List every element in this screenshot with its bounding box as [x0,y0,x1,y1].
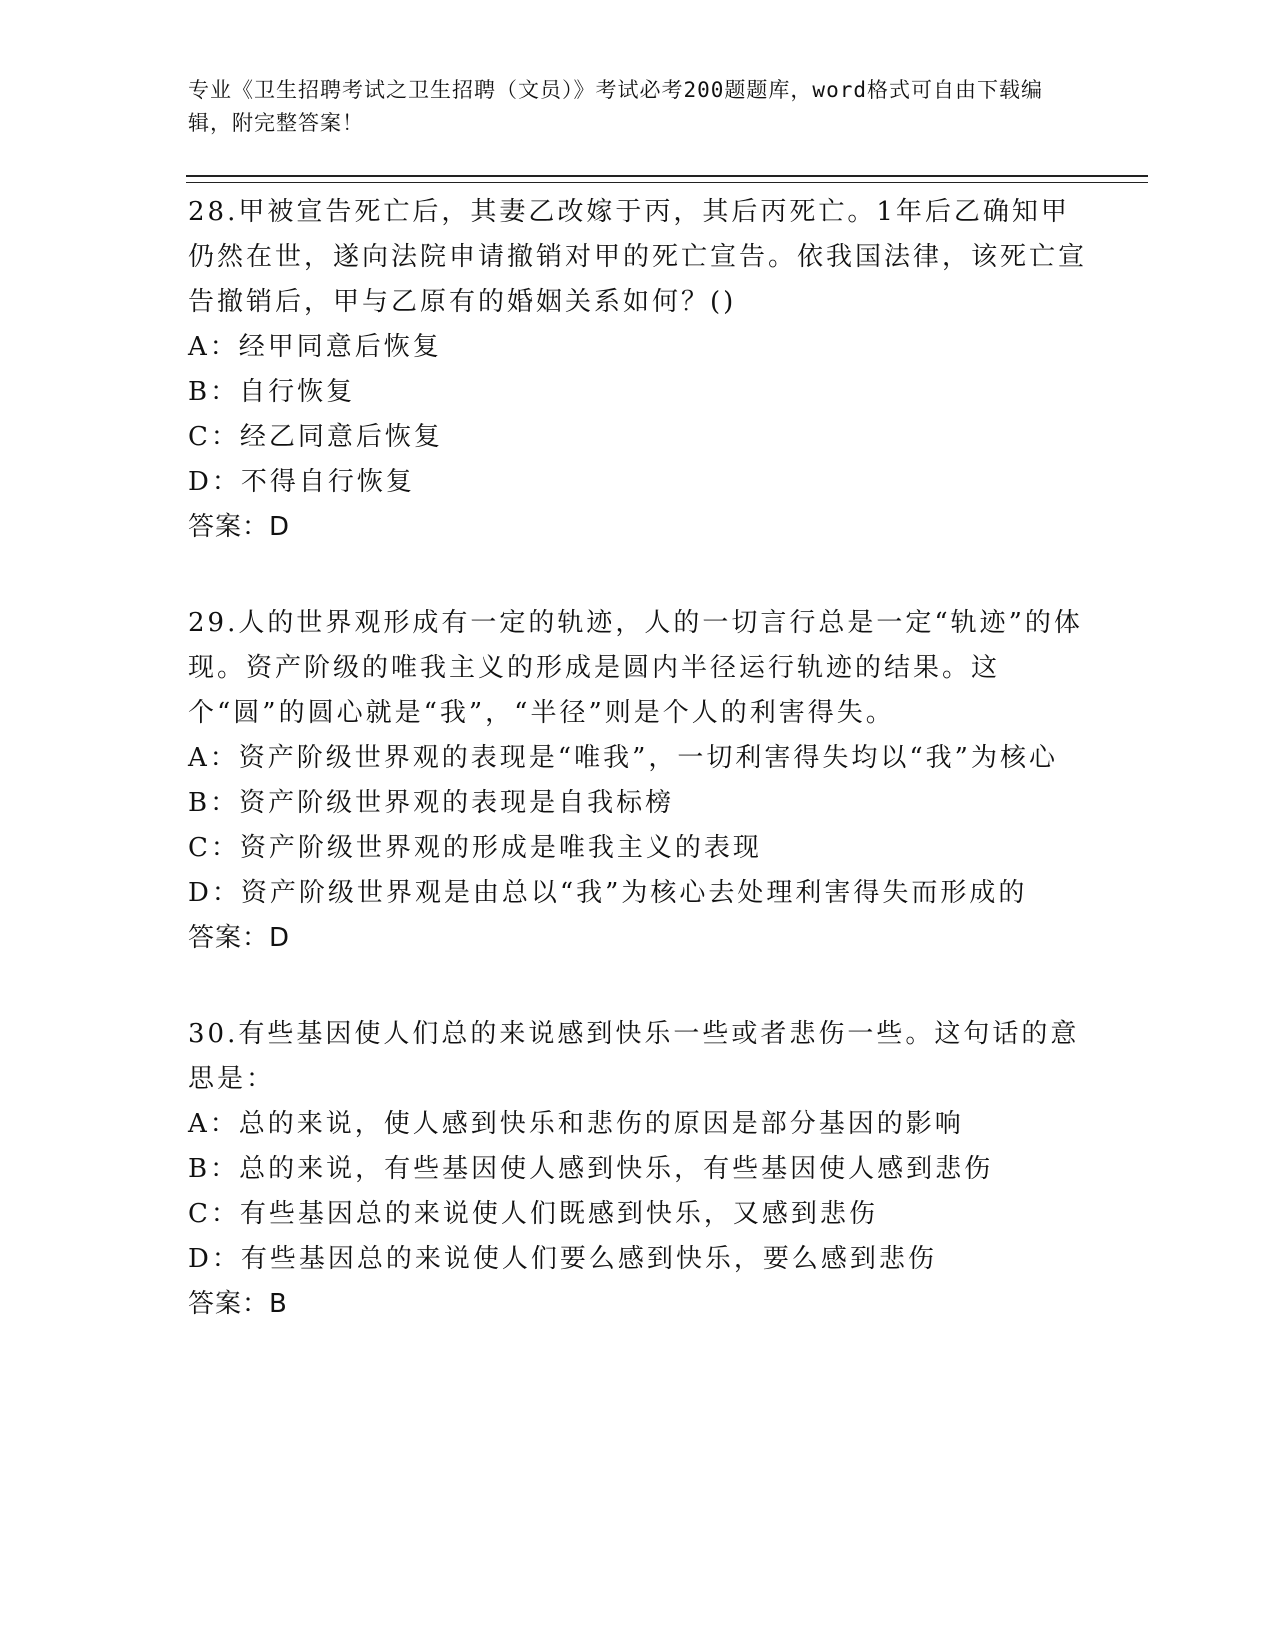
option-b: B：总的来说，有些基因使人感到快乐，有些基因使人感到悲伤 [188,1154,994,1184]
option-c: C：有些基因总的来说使人们既感到快乐，又感到悲伤 [188,1199,878,1229]
document-header: 专业《卫生招聘考试之卫生招聘（文员）》考试必考200题题库，word格式可自由下载编辑，附完整答案！ [188,78,1043,135]
option-a: A：经甲同意后恢复 [188,332,442,362]
option-c: C：资产阶级世界观的形成是唯我主义的表现 [188,833,762,863]
question-block [188,601,1088,961]
answer-line: 答案：D [188,923,291,953]
header-divider-thick [186,175,1148,177]
option-d: D：不得自行恢复 [188,467,415,497]
question-stem: 28.甲被宣告死亡后，其妻乙改嫁于丙，其后丙死亡。1年后乙确知甲仍然在世，遂向法院申请撤销对甲的死亡宣告。依我国法律，该死亡宣告撤销后，甲与乙原有的婚姻关系如何？() [188,197,1088,317]
option-a: A：总的来说，使人感到快乐和悲伤的原因是部分基因的影响 [188,1109,964,1139]
question-block [188,1012,1088,1327]
option-c: C：经乙同意后恢复 [188,422,443,452]
answer-line: 答案：B [188,1289,288,1319]
question-block [188,190,1088,550]
question-stem: 30.有些基因使人们总的来说感到快乐一些或者悲伤一些。这句话的意思是： [188,1019,1080,1094]
option-d: D：有些基因总的来说使人们要么感到快乐，要么感到悲伤 [188,1244,937,1274]
header-divider-thin [186,182,1148,183]
question-list [188,190,1088,1327]
answer-line: 答案：D [188,512,291,542]
option-a: A：资产阶级世界观的表现是“唯我”，一切利害得失均以“我”为核心 [188,743,1058,773]
option-d: D：资产阶级世界观是由总以“我”为核心去处理利害得失而形成的 [188,878,1028,908]
option-b: B：资产阶级世界观的表现是自我标榜 [188,788,675,818]
question-stem: 29.人的世界观形成有一定的轨迹，人的一切言行总是一定“轨迹”的体现。资产阶级的唯我主义的形成是圆内半径运行轨迹的结果。这个“圆”的圆心就是“我”，“半径”则是个人的利害得失。 [188,608,1083,728]
option-b: B：自行恢复 [188,377,356,407]
